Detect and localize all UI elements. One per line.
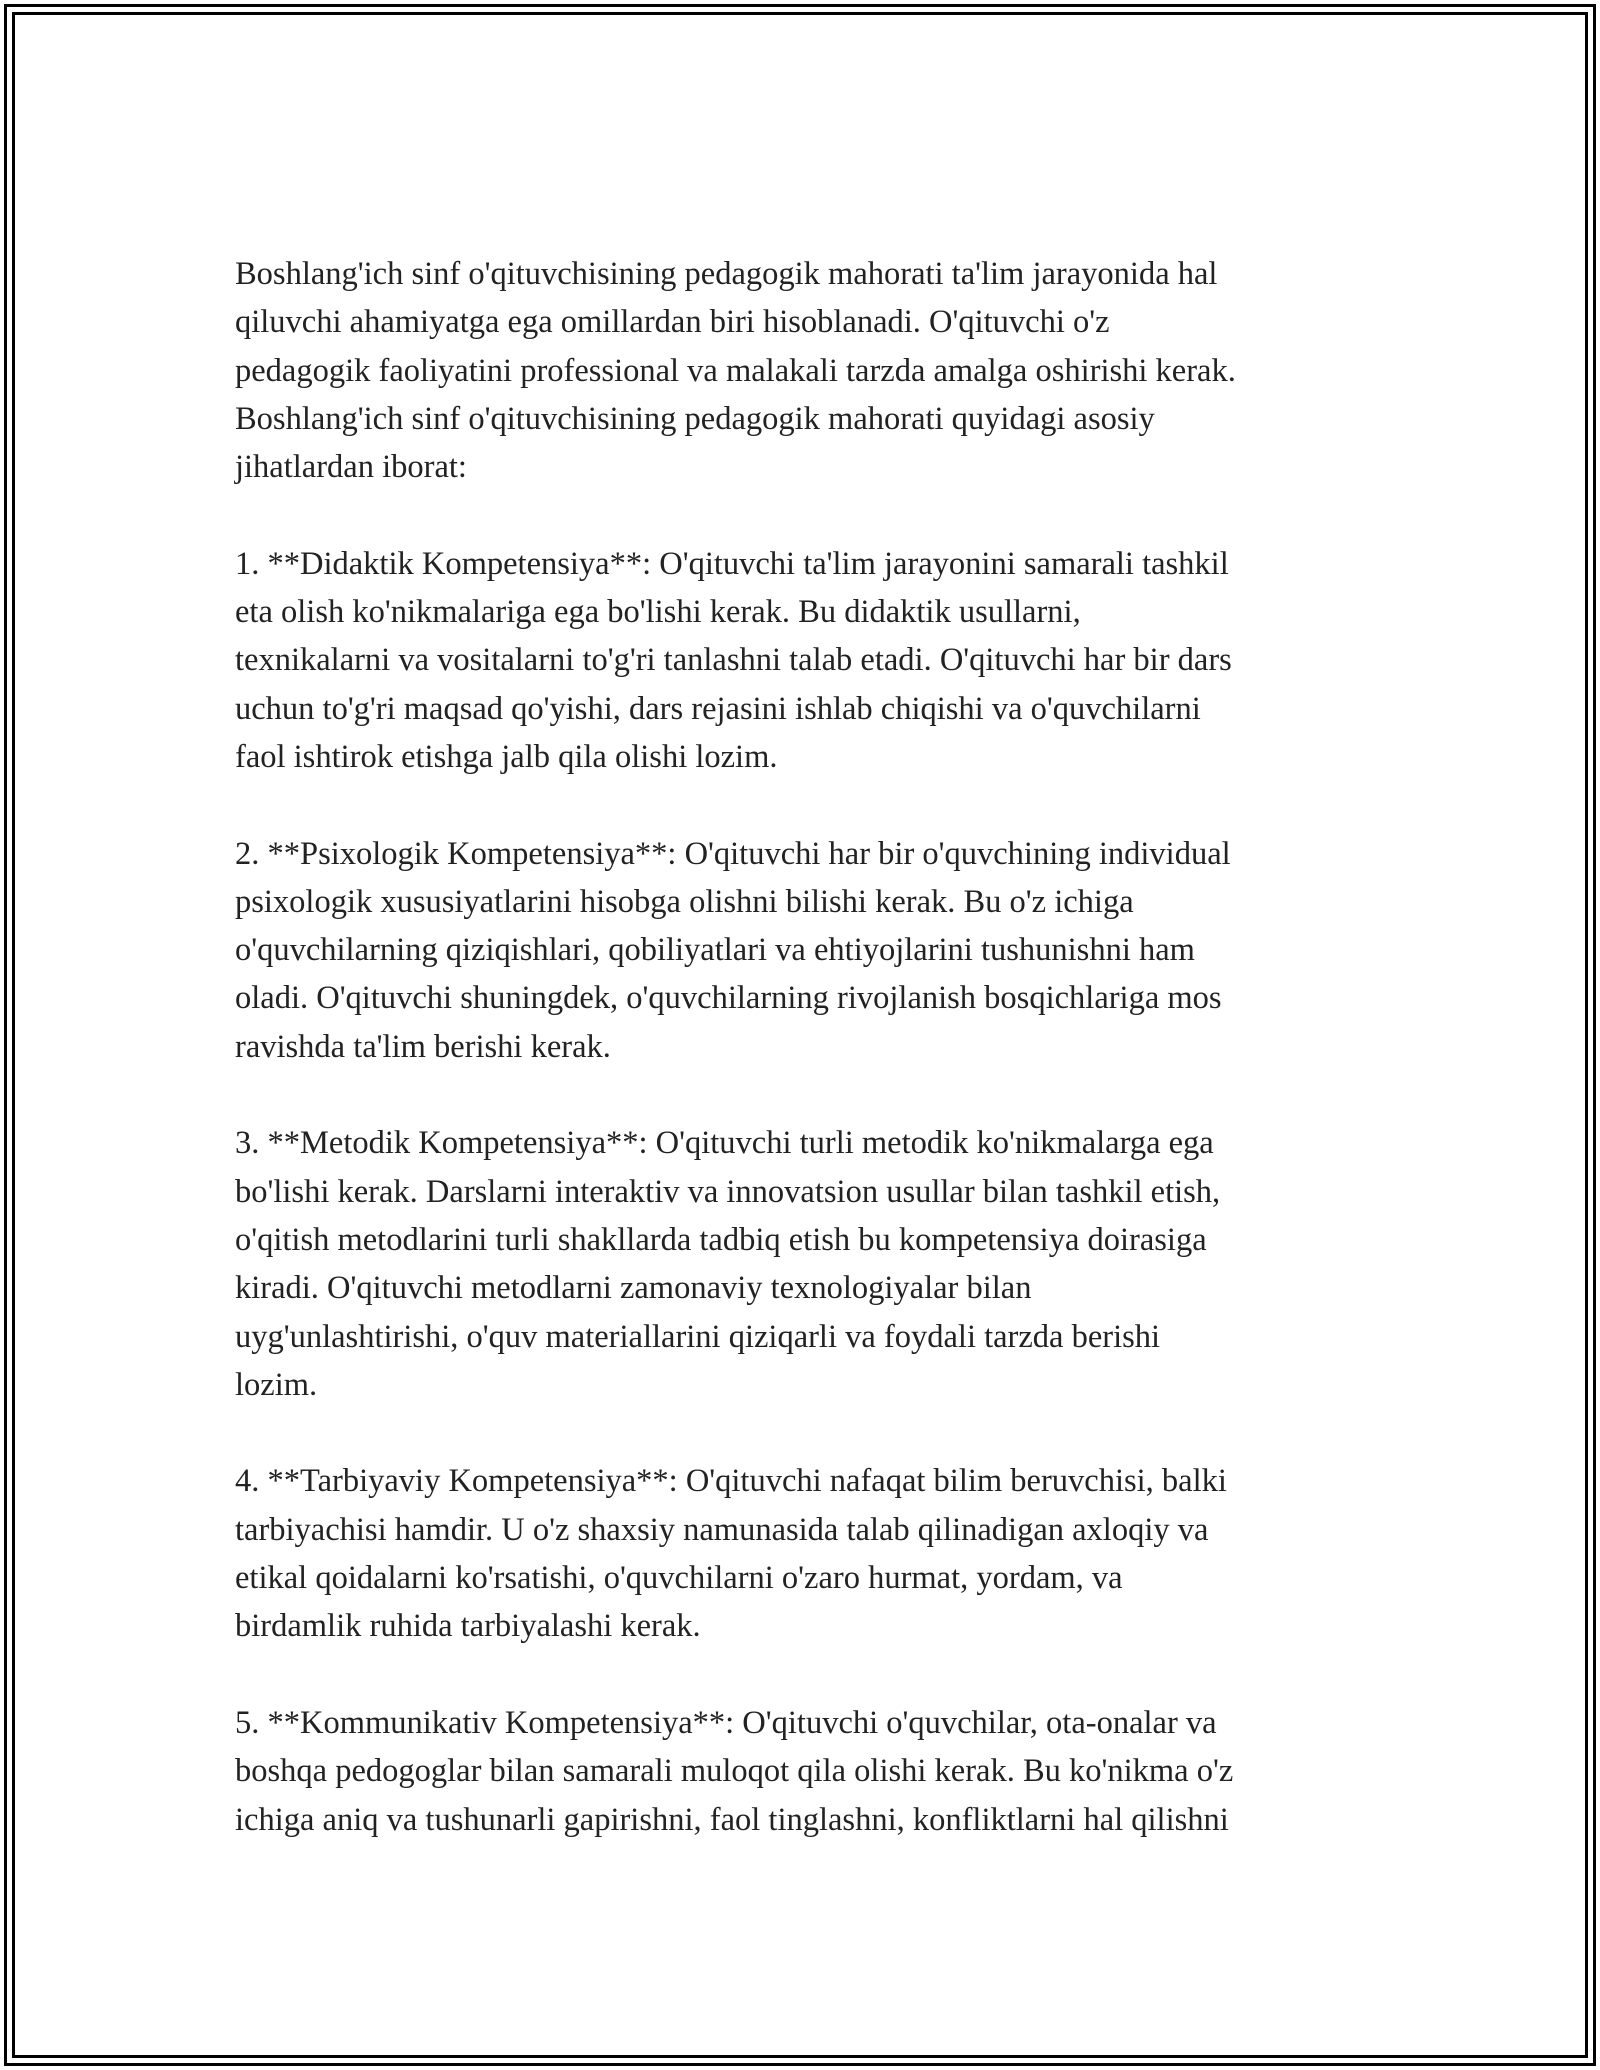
text-line: oladi. O'qituvchi shuningdek, o'quvchilarning rivojlanish bosqichlariga mos	[235, 980, 1222, 1017]
text-line: ravishda ta'lim berishi kerak.	[235, 1028, 611, 1065]
text-line: uchun to'g'ri maqsad qo'yishi, dars rejasini ishlab chiqishi va o'quvchilarni	[235, 690, 1201, 727]
paragraph-communicative-competence	[235, 1699, 1375, 1844]
text-line: psixologik xususiyatlarini hisobga olishni bilishi kerak. Bu o'z ichiga	[235, 883, 1134, 920]
text-line: 4. **Tarbiyaviy Kompetensiya**: O'qituvchi nafaqat bilim beruvchisi, balki	[235, 1463, 1227, 1500]
text-line: Boshlang'ich sinf o'qituvchisining pedagogik mahorati ta'lim jarayonida hal	[235, 256, 1218, 292]
text-line: o'qitish metodlarini turli shakllarda tadbiq etish bu kompetensiya doirasiga	[235, 1221, 1207, 1258]
text-line: boshqa pedogoglar bilan samarali muloqot qila olishi kerak. Bu ko'nikma o'z	[235, 1753, 1234, 1790]
text-line: o'quvchilarning qiziqishlari, qobiliyatlari va ehtiyojlarini tushunishni ham	[235, 932, 1195, 969]
text-line: eta olish ko'nikmalariga ega bo'lishi kerak. Bu didaktik usullarni,	[235, 594, 1081, 631]
text-line: texnikalarni va vositalarni to'g'ri tanlashni talab etadi. O'qituvchi har bir dars	[235, 642, 1232, 679]
paragraph-intro	[235, 250, 1375, 491]
text-line: kiradi. O'qituvchi metodlarni zamonaviy texnologiyalar bilan	[235, 1270, 1032, 1307]
text-line: qiluvchi ahamiyatga ega omillardan biri hisoblanadi. O'qituvchi o'z	[235, 304, 1110, 341]
paragraph-methodical-competence	[235, 1119, 1375, 1409]
text-line: faol ishtirok etishga jalb qila olishi lozim.	[235, 738, 778, 775]
text-line: bo'lishi kerak. Darslarni interaktiv va innovatsion usullar bilan tashkil etish,	[235, 1173, 1221, 1210]
text-line: etikal qoidalarni ko'rsatishi, o'quvchilarni o'zaro hurmat, yordam, va	[235, 1560, 1123, 1597]
text-line: 1. **Didaktik Kompetensiya**: O'qituvchi ta'lim jarayonini samarali tashkil	[235, 545, 1229, 582]
text-line: Boshlang'ich sinf o'qituvchisining pedagogik mahorati quyidagi asosiy	[235, 400, 1155, 437]
text-line: pedagogik faoliyatini professional va malakali tarzda amalga oshirishi kerak.	[235, 352, 1236, 389]
paragraph-educational-competence	[235, 1457, 1375, 1650]
text-line: birdamlik ruhida tarbiyalashi kerak.	[235, 1608, 701, 1645]
text-line: ichiga aniq va tushunarli gapirishni, faol tinglashni, konfliktlarni hal qilishni	[235, 1801, 1229, 1838]
paragraph-psychological-competence	[235, 830, 1375, 1071]
text-line: tarbiyachisi hamdir. U o'z shaxsiy namunasida talab qilinadigan axloqiy va	[235, 1511, 1209, 1548]
text-line: 2. **Psixologik Kompetensiya**: O'qituvchi har bir o'quvchining individual	[235, 835, 1231, 872]
text-line: uyg'unlashtirishi, o'quv materiallarini qiziqarli va foydali tarzda berishi	[235, 1318, 1161, 1355]
text-line: 3. **Metodik Kompetensiya**: O'qituvchi turli metodik ko'nikmalarga ega	[235, 1125, 1214, 1162]
text-line: lozim.	[235, 1366, 318, 1403]
document-body	[235, 250, 1375, 1892]
text-line: 5. **Kommunikativ Kompetensiya**: O'qituvchi o'quvchilar, ota-onalar va	[235, 1704, 1217, 1741]
text-line: jihatlardan iborat:	[235, 449, 467, 486]
paragraph-didactic-competence	[235, 540, 1375, 781]
